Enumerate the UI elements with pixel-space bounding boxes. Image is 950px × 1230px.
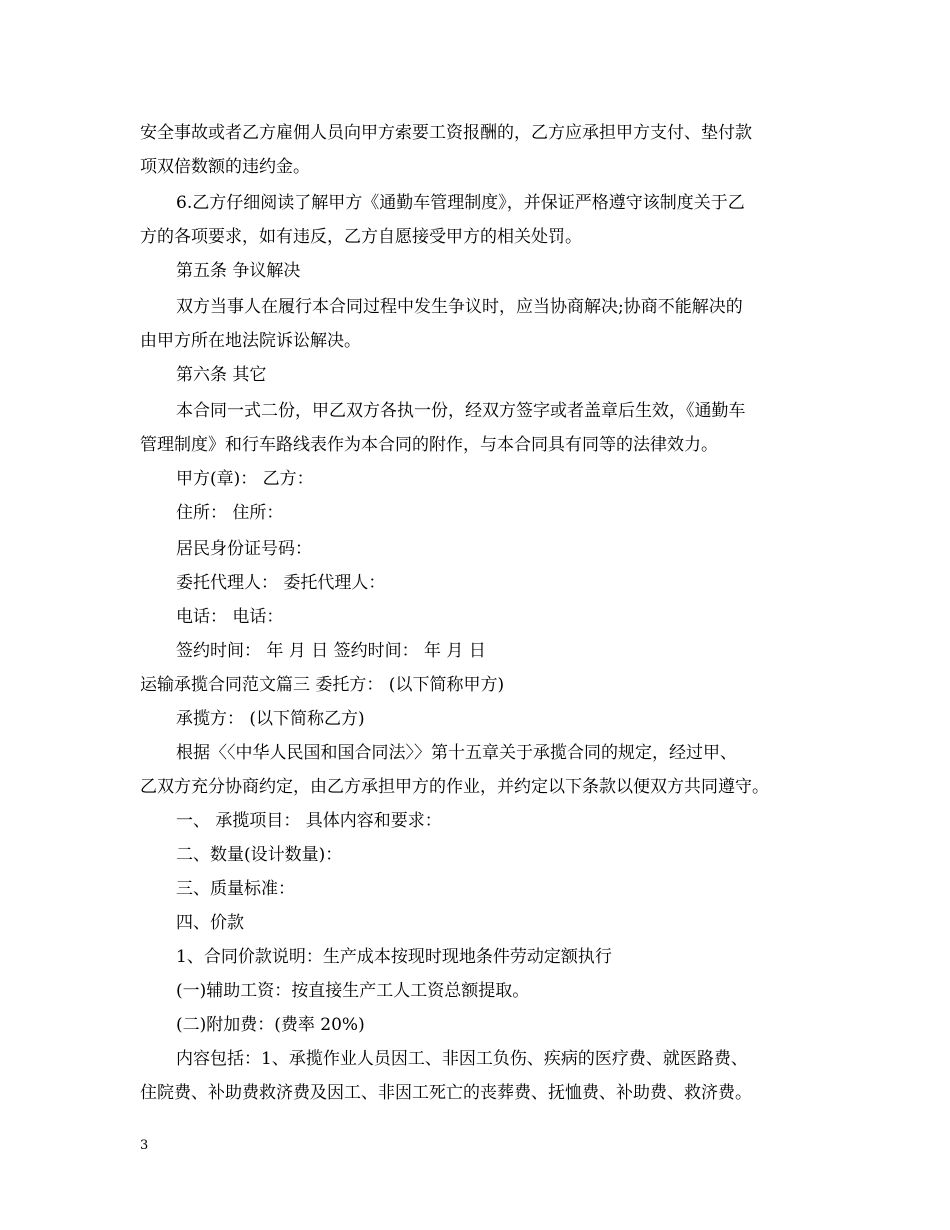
text-line: 管理制度》和行车路线表作为本合同的附作，与本合同具有同等的法律效力。 bbox=[140, 435, 718, 455]
text-line: 项双倍数额的违约金。 bbox=[140, 157, 310, 177]
section-heading: 第六条 其它 bbox=[176, 365, 267, 385]
text-line: 电话： 电话： bbox=[176, 607, 284, 627]
text-line: 根据〈〈中华人民国和国合同法〉〉第十五章关于承揽合同的规定，经过甲、 bbox=[176, 743, 737, 763]
text-line: 由甲方所在地法院诉讼解决。 bbox=[140, 331, 361, 351]
text-line: 承揽方： (以下简称乙方) bbox=[176, 709, 365, 729]
text-line: 一、 承揽项目： 具体内容和要求： bbox=[176, 811, 442, 831]
page-number: 3 bbox=[140, 1138, 149, 1153]
text-line: 甲方(章)： 乙方： bbox=[176, 469, 314, 489]
text-line: 三、质量标准： bbox=[176, 879, 295, 899]
text-line: 6.乙方仔细阅读了解甲方《通勤车管理制度》，并保证严格遵守该制度关于乙 bbox=[176, 193, 745, 213]
text-line: (二)附加费：(费率 20%) bbox=[176, 1015, 365, 1035]
text-line: 四、价款 bbox=[176, 913, 244, 933]
text-line: 委托代理人： 委托代理人： bbox=[176, 573, 386, 593]
text-line: 安全事故或者乙方雇佣人员向甲方索要工资报酬的，乙方应承担甲方支付、垫付款 bbox=[140, 123, 752, 143]
text-line: 住所： 住所： bbox=[176, 503, 284, 523]
text-line: 本合同一式二份，甲乙双方各执一份，经双方签字或者盖章后生效，《通勤车 bbox=[176, 401, 746, 421]
text-line: (一)辅助工资：按直接生产工人工资总额提取。 bbox=[176, 981, 530, 1001]
text-line: 签约时间： 年 月 日 签约时间： 年 月 日 bbox=[176, 641, 486, 661]
text-line: 双方当事人在履行本合同过程中发生争议时，应当协商解决;协商不能解决的 bbox=[176, 297, 743, 317]
section-heading: 第五条 争议解决 bbox=[176, 261, 301, 281]
text-line: 内容包括：1、承揽作业人员因工、非因工负伤、疾病的医疗费、就医路费、 bbox=[176, 1049, 748, 1069]
text-line: 乙双方充分协商约定，由乙方承担甲方的作业，并约定以下条款以便双方共同遵守。 bbox=[140, 777, 769, 797]
text-line: 居民身份证号码： bbox=[176, 539, 312, 559]
text-line: 方的各项要求，如有违反，乙方自愿接受甲方的相关处罚。 bbox=[140, 227, 582, 247]
text-line: 1、合同价款说明：生产成本按现时现地条件劳动定额执行 bbox=[176, 947, 612, 967]
text-line: 二、数量(设计数量)： bbox=[176, 845, 343, 865]
text-line: 住院费、补助费救济费及因工、非因工死亡的丧葬费、抚恤费、补助费、救济费。 bbox=[140, 1083, 752, 1103]
text-line: 运输承揽合同范文篇三 委托方： (以下简称甲方) bbox=[140, 675, 505, 695]
